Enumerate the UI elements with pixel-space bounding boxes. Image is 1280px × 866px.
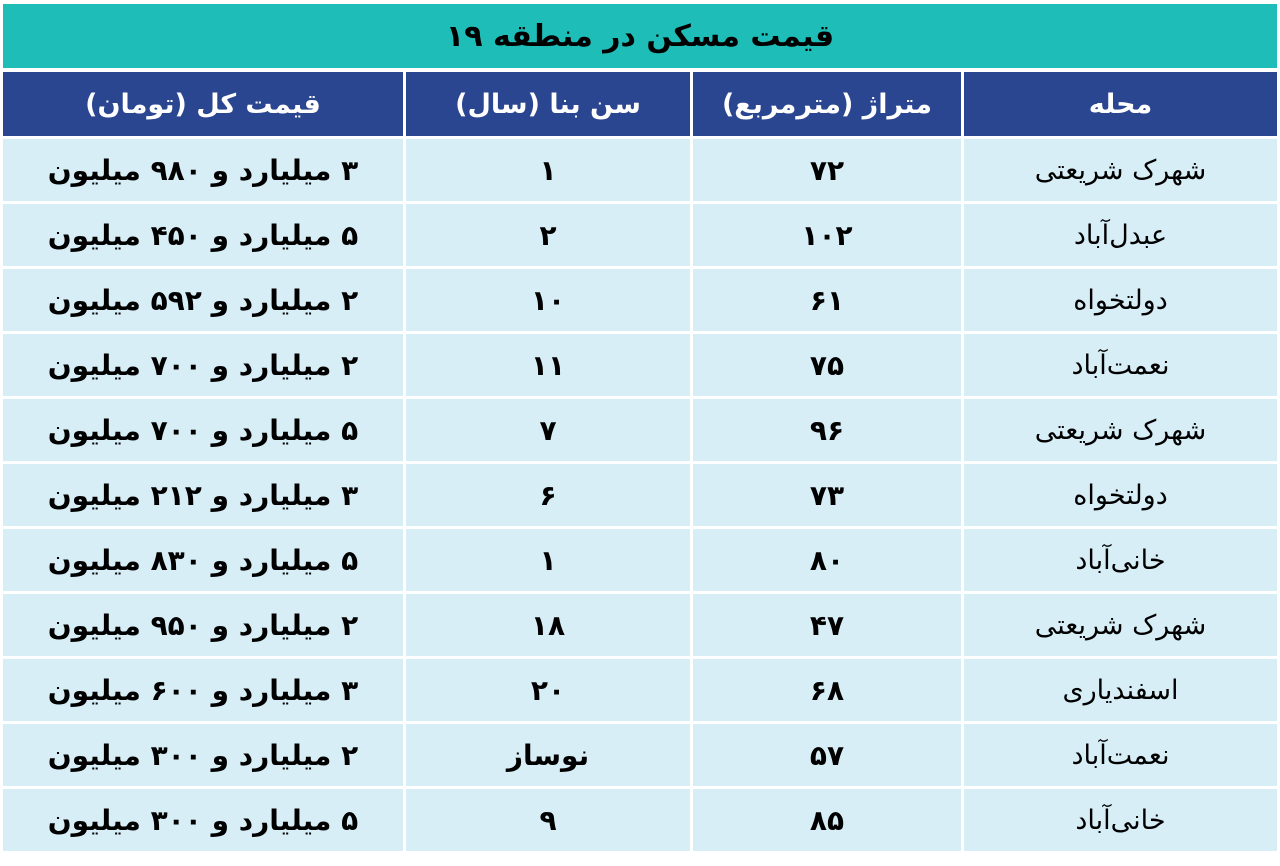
cell-total-price: ۳ میلیارد و ۲۱۲ میلیون (3, 464, 403, 526)
cell-area: ۷۲ (693, 139, 961, 201)
cell-neighborhood: اسفندیاری (964, 659, 1277, 721)
cell-area: ۷۵ (693, 334, 961, 396)
table-row (3, 789, 1277, 851)
cell-neighborhood: خانی‌آباد (964, 529, 1277, 591)
cell-neighborhood: نعمت‌آباد (964, 334, 1277, 396)
cell-area: ۸۵ (693, 789, 961, 851)
cell-building-age: ۱ (406, 529, 690, 591)
cell-building-age: ۷ (406, 399, 690, 461)
cell-neighborhood: دولتخواه (964, 464, 1277, 526)
cell-total-price: ۲ میلیارد و ۵۹۲ میلیون (3, 269, 403, 331)
table-row (3, 464, 1277, 526)
cell-building-age: نوساز (406, 724, 690, 786)
header-total-price: قیمت کل (تومان) (3, 72, 403, 136)
cell-building-age: ۹ (406, 789, 690, 851)
cell-building-age: ۱ (406, 139, 690, 201)
table-row (3, 659, 1277, 721)
cell-total-price: ۳ میلیارد و ۹۸۰ میلیون (3, 139, 403, 201)
cell-area: ۶۸ (693, 659, 961, 721)
cell-building-age: ۱۸ (406, 594, 690, 656)
page-title: قیمت مسکن در منطقه ۱۹ (445, 18, 835, 54)
table-row (3, 269, 1277, 331)
cell-total-price: ۳ میلیارد و ۶۰۰ میلیون (3, 659, 403, 721)
header-building-age: سن بنا (سال) (406, 72, 690, 136)
cell-neighborhood: شهرک شریعتی (964, 399, 1277, 461)
table-row (3, 529, 1277, 591)
header-neighborhood: محله (964, 72, 1277, 136)
table-row (3, 334, 1277, 396)
cell-total-price: ۵ میلیارد و ۷۰۰ میلیون (3, 399, 403, 461)
table-row (3, 139, 1277, 201)
cell-building-age: ۱۰ (406, 269, 690, 331)
cell-area: ۹۶ (693, 399, 961, 461)
cell-total-price: ۲ میلیارد و ۷۰۰ میلیون (3, 334, 403, 396)
cell-area: ۷۳ (693, 464, 961, 526)
table-row (3, 204, 1277, 266)
cell-total-price: ۲ میلیارد و ۹۵۰ میلیون (3, 594, 403, 656)
cell-area: ۶۱ (693, 269, 961, 331)
cell-neighborhood: شهرک شریعتی (964, 594, 1277, 656)
cell-area: ۵۷ (693, 724, 961, 786)
cell-area: ۱۰۲ (693, 204, 961, 266)
cell-building-age: ۱۱ (406, 334, 690, 396)
cell-total-price: ۵ میلیارد و ۳۰۰ میلیون (3, 789, 403, 851)
cell-total-price: ۵ میلیارد و ۸۳۰ میلیون (3, 529, 403, 591)
housing-price-table (0, 69, 1280, 854)
cell-neighborhood: نعمت‌آباد (964, 724, 1277, 786)
header-area: متراژ (مترمربع) (693, 72, 961, 136)
table-row (3, 399, 1277, 461)
cell-total-price: ۵ میلیارد و ۴۵۰ میلیون (3, 204, 403, 266)
cell-neighborhood: عبدل‌آباد (964, 204, 1277, 266)
table-header-row (3, 72, 1277, 136)
cell-neighborhood: خانی‌آباد (964, 789, 1277, 851)
table-row (3, 724, 1277, 786)
cell-neighborhood: دولتخواه (964, 269, 1277, 331)
cell-total-price: ۲ میلیارد و ۳۰۰ میلیون (3, 724, 403, 786)
cell-building-age: ۲۰ (406, 659, 690, 721)
title-bar (3, 4, 1277, 68)
cell-neighborhood: شهرک شریعتی (964, 139, 1277, 201)
cell-building-age: ۶ (406, 464, 690, 526)
table-row (3, 594, 1277, 656)
cell-area: ۸۰ (693, 529, 961, 591)
cell-area: ۴۷ (693, 594, 961, 656)
cell-building-age: ۲ (406, 204, 690, 266)
